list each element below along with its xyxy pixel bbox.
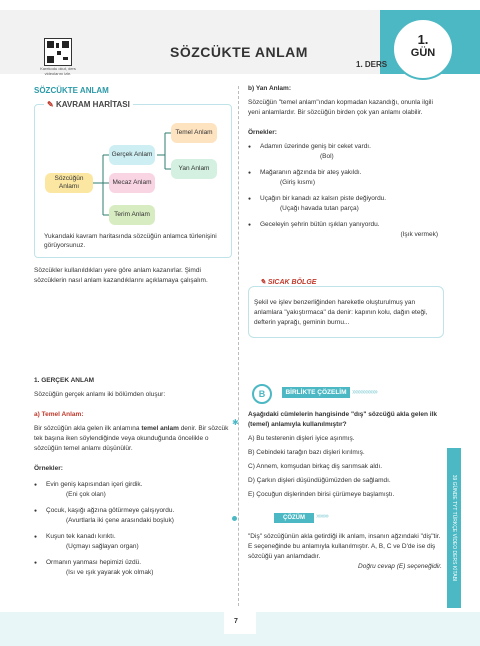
example-note: (Giriş kısmı) [280,179,316,186]
example-line: Çocuk, kaşığı ağzına götürmeye çalışıyordu. [46,507,175,514]
solution-header [248,513,348,523]
example-note: (Isı ve ışık yayarak yok olmak) [66,569,154,576]
temel-heading: a) Temel Anlam: [34,411,84,418]
yan-ornekler-heading: Örnekler: [248,129,277,136]
list-item [248,142,442,162]
concept-map-caption: Yukarıdaki kavram haritasında sözcüğün anlamca türlenişini görüyorsunuz. [44,233,217,249]
answer-options [248,434,442,504]
example-line: Evin geniş kapısından içeri girdik. [46,481,143,488]
intro-paragraph: Sözcükler kullanıldıkları yere göre anlam kazanırlar. Şimdi sözcüklerin nasıl anlam kazandıklarını açıklamaya çalışalım. [34,267,208,284]
node-gercek-anlam: Gerçek Anlam [109,145,155,165]
example-line: Ormanın yanması hepimizi üzdü. [46,559,142,566]
gercek-text: Sözcüğün gerçek anlamı iki bölümden oluşur: [34,391,166,398]
solution-body: "Diş" sözcüğünün akla getirdiği ilk anlam, insanın ağzındaki "diş"tir. E seçeneğinde bu anlamıyla kullanılmıştır. A, B, C ve D'de ise diş sözcüğü yan anlamdadır. [248,533,441,560]
solve-together-header [252,384,442,400]
star-icon: ✱ [232,418,239,427]
temel-bold: temel anlam [141,425,179,432]
example-note: (Uçağı havada tutan parça) [280,205,359,212]
option-b[interactable]: B) Cebindeki tarağın bazı dişleri kırılmış. [248,449,365,456]
gercek-heading: 1. GERÇEK ANLAM [34,377,95,384]
sidebar-text: 39 GÜNDE TYT TÜRKÇE VİDEO DERS KİTABI [451,474,457,582]
temel-text-2: denir. Bir sözcük tek başına iken söylendiğinde veya okunduğunda öncelikle o sözcüğün temel anlamı düşünülür. [34,425,229,452]
node-temel-anlam: Temel Anlam [171,123,217,143]
day-label: GÜN [410,47,436,59]
example-line: Adamın üzerinde geniş bir ceket vardı. [260,143,371,150]
column-divider [238,86,239,606]
solution-text [248,532,442,572]
day-badge [392,18,454,80]
temel-text-1: Bir sözcüğün akla gelen ilk anlamına [34,425,142,432]
yan-heading: b) Yan Anlam: [248,85,291,92]
node-terim-anlam: Terim Anlam [109,205,155,225]
dot-icon [232,516,237,521]
option-c[interactable]: C) Annem, komşudan birkaç diş sarımsak aldı. [248,463,383,470]
hot-zone-text: Şekil ve işlev benzerliğinden hareketle oluşturulmuş yan anlamlara "yakıştırmaca" da denir: kapının kolu, dağın eteği, defterin yaprağı, geminin burnu... [254,299,428,326]
option-d[interactable]: D) Çarkın dişleri düşündüğümüzden de sağlamdı. [248,477,391,484]
solve-together-badge: B [252,384,272,404]
list-item [34,506,230,526]
example-line: Mağaranın ağzında bir ateş yakıldı. [260,169,362,176]
temel-paragraph [34,424,230,454]
example-note: (Uçmayı sağlayan organ) [66,543,139,550]
node-mecaz-anlam: Mecaz Anlam [109,173,155,193]
page-title: SÖZCÜKTE ANLAM [170,44,308,60]
node-sozcugun-anlami: Sözcüğün Anlamı [45,173,93,193]
option-e[interactable]: E) Çocuğun dişlerinden birisi çürümeye başlamıştı. [248,491,395,498]
list-item [248,168,442,188]
hot-zone-label-text: SICAK BÖLGE [267,279,317,286]
solve-together-label: BİRLİKTE ÇÖZELİM [282,387,350,398]
example-note: (Bol) [320,153,334,160]
book-sidebar [447,448,461,608]
yan-examples [248,142,442,246]
concept-map-label-text: KAVRAM HARİTASI [55,100,130,109]
example-note: (Işık vermek) [400,231,438,238]
page-number: 7 [234,618,238,625]
page-number-box [224,612,256,634]
list-item [248,194,442,214]
example-line: Uçağın bir kanadı az kalsın piste değiyordu. [260,195,387,202]
question-text: Aşağıdaki cümlelerin hangisinde "dış" sözcüğü akla gelen ilk (temel) anlamıyla kullanılmıştır? [248,411,437,428]
example-note: (Eni çok olan) [66,491,106,498]
flame-icon: ✎ [260,279,268,286]
gercek-examples [34,480,230,584]
example-line: Geceleyin şehrin bütün ışıkları yanıyordu. [260,221,380,228]
qr-caption: Karekodu okut, ders videolarını izle. [40,66,76,76]
chevrons-icon: ››››››››› [316,513,328,520]
solution-label: ÇÖZÜM [274,513,314,523]
lesson-label: 1. DERS [356,60,388,69]
example-line: Kuşun tek kanadı kırıktı. [46,533,116,540]
list-item [34,532,230,552]
day-number: 1. [417,32,429,47]
list-item [34,480,230,500]
chevrons-icon: ››››››››››››››› [352,387,377,396]
node-yan-anlam: Yan Anlam [171,159,217,179]
list-item [248,220,442,240]
concept-map-label: ✎ KAVRAM HARİTASI [44,100,133,109]
yan-text: Sözcüğün "temel anlam"ından kopmadan kazandığı, onunla ilgili yeni anlamlardır. Bir sözcüğün birden çok yan anlamı olabilir. [248,99,433,116]
hot-zone-label [256,278,320,286]
gercek-ornekler-heading: Örnekler: [34,465,63,472]
qr-code[interactable] [44,38,72,66]
example-note: (Avurtlarla iki çene arasındaki boşluk) [66,517,174,524]
option-a[interactable]: A) Bu testerenin dişleri iyice aşınmış. [248,435,355,442]
solution-answer: Doğru cevap (E) seçeneğidir. [358,563,442,570]
list-item [34,558,230,578]
section-title: SÖZCÜKTE ANLAM [34,86,109,95]
